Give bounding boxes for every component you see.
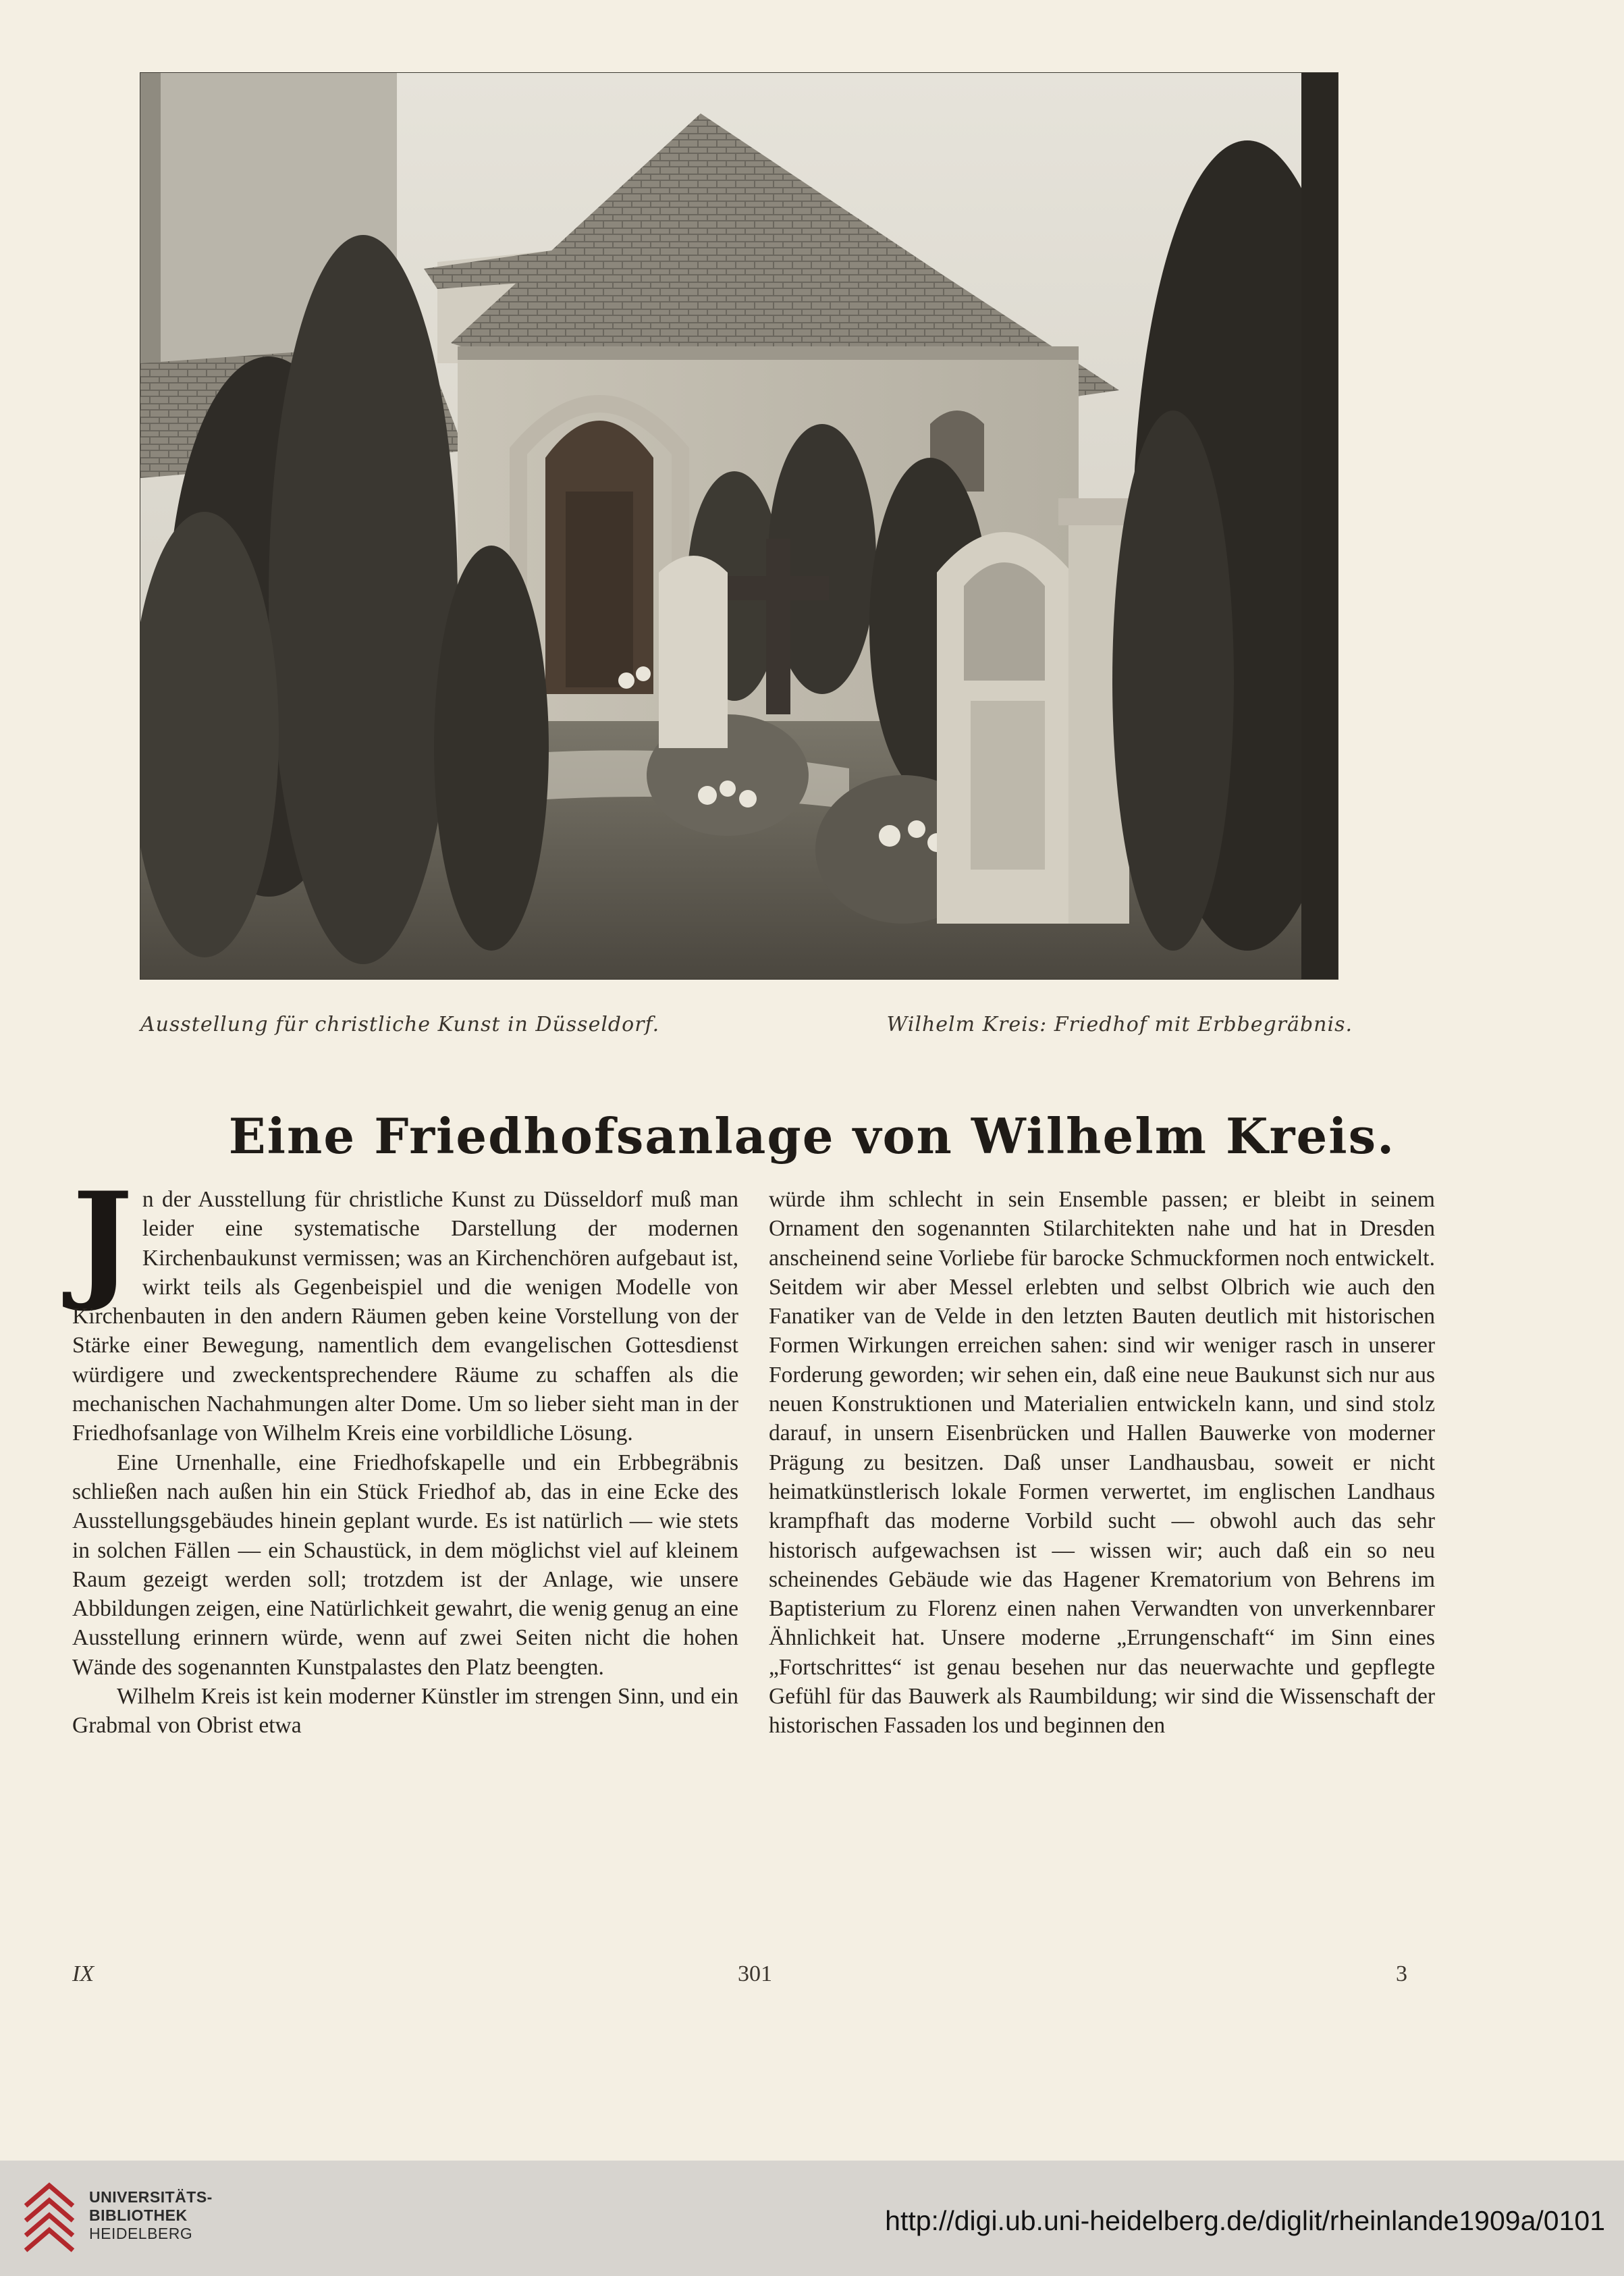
paragraph: würde ihm schlecht in sein Ensemble passen; er bleibt in seinem Ornament den sogenannten Stilarchitekten nahe und hat in Dresden anscheinend seine Vorliebe für barocke Schmuckformen noch entwickelt. Seitdem wir aber Messel erlebten und selbst Olbrich wie auch den Fanatiker van de Velde in den letzten Bauten deutlich mit historischen Formen Wirkungen erreichen sahen: sind wir weniger rasch in unserer Forderung geworden; wir sehen ein, daß eine neue Baukunst sich nur aus neuen Konstruktionen und Materialien entwickeln kann, und sind stolz darauf, in unsern Eisenbrücken und Hallen Bauwerke von moderner Prägung zu besitzen. Daß unser Landhausbau, soweit er nicht heimatkünstlerisch lokale Formen verwertet, im englischen Landhaus krampfhaft das moderne Vorbild sucht — obwohl auch das sehr historisch aufgewachsen ist — wissen wir; auch daß ein so neu scheinendes Gebäude wie das Hagener Krematorium von Behrens im Baptisterium zu Florenz einen nahen Verwandten von unverkennbarer Ähnlichkeit hat. Unsere moderne „Errungenschaft“ im Sinn eines „Fortschrittes“ ist genau besehen nur das neuerwachte und gepflegte Gefühl für das Bauwerk als Raumbildung; wir sind die Wissenschaft der historischen Fassaden los und beginnen den: [769, 1187, 1435, 1739]
photo-caption-left: Ausstellung für christliche Kunst in Düsseldorf.: [140, 1013, 660, 1036]
sheet-number: 3: [1396, 1961, 1407, 1986]
logo-line: HEIDELBERG: [89, 2225, 193, 2242]
article-headline: Eine Friedhofsanlage von Wilhelm Kreis.: [228, 1107, 1396, 1165]
source-url-link[interactable]: http://digi.ub.uni-heidelberg.de/diglit/rheinlande1909a/0101: [885, 2205, 1605, 2236]
signature-mark: IX: [72, 1961, 94, 1986]
logo-line: UNIVERSITÄTS-: [89, 2188, 213, 2206]
page-number: 301: [738, 1961, 772, 1986]
paragraph: Eine Urnenhalle, eine Friedhofskapelle und ein Erbbegräbnis schließen nach außen hin ein Stück Friedhof ab, das in eine Ecke des Ausstellungsgebäudes hinein geplant wurde. Es ist natürlich — wie stets in solchen Fällen — ein Schaustück, in dem möglichst viel auf kleinem Raum gezeigt werden soll; trotzdem ist der Anlage, wie unsere Abbildungen zeigen, eine Natürlichkeit gewahrt, die wenig genug an eine Ausstellung erinnern würde, wenn auf zwei Seiten nicht die hohen Wände des sogenannten Kunstpalastes den Platz beengten.: [72, 1450, 738, 1680]
paragraph: [72, 1164, 738, 1448]
viewer-footer: [0, 2161, 1624, 2276]
library-logo-icon: [19, 2179, 80, 2258]
library-logo-text: [89, 2188, 213, 2243]
paragraph-text: n der Ausstellung für christliche Kunst zu Düsseldorf muß man leider eine systematische Darstellung der modernen Kirchenbaukunst vermissen; was an Kirchenchören aufgebaut ist, wirkt teils als Gegenbeispiel und die wenigen Modelle von Kirchenbauten in den andern Räumen geben keine Vorstellung von der Stärke einer Bewegung, namentlich dem evangelischen Gottesdienst würdigere und zweckentsprechendere Räume zu schaffen als die mechanischen Nachahmungen alter Dome. Um so lieber sieht man in der Friedhofsanlage von Wilhelm Kreis eine vorbildliche Lösung.: [72, 1187, 738, 1446]
text-column-left: [72, 1164, 738, 1741]
drop-cap: J: [72, 1164, 133, 1315]
cemetery-photograph: [140, 72, 1338, 980]
text-column-right: [769, 1185, 1435, 1741]
photo-caption-right: Wilhelm Kreis: Friedhof mit Erbbegräbnis.: [886, 1013, 1353, 1036]
photo-illustration: [140, 73, 1338, 979]
logo-line: BIBLIOTHEK: [89, 2206, 188, 2224]
paragraph: Wilhelm Kreis ist kein moderner Künstler im strengen Sinn, und ein Grabmal von Obrist etwa: [72, 1684, 738, 1739]
